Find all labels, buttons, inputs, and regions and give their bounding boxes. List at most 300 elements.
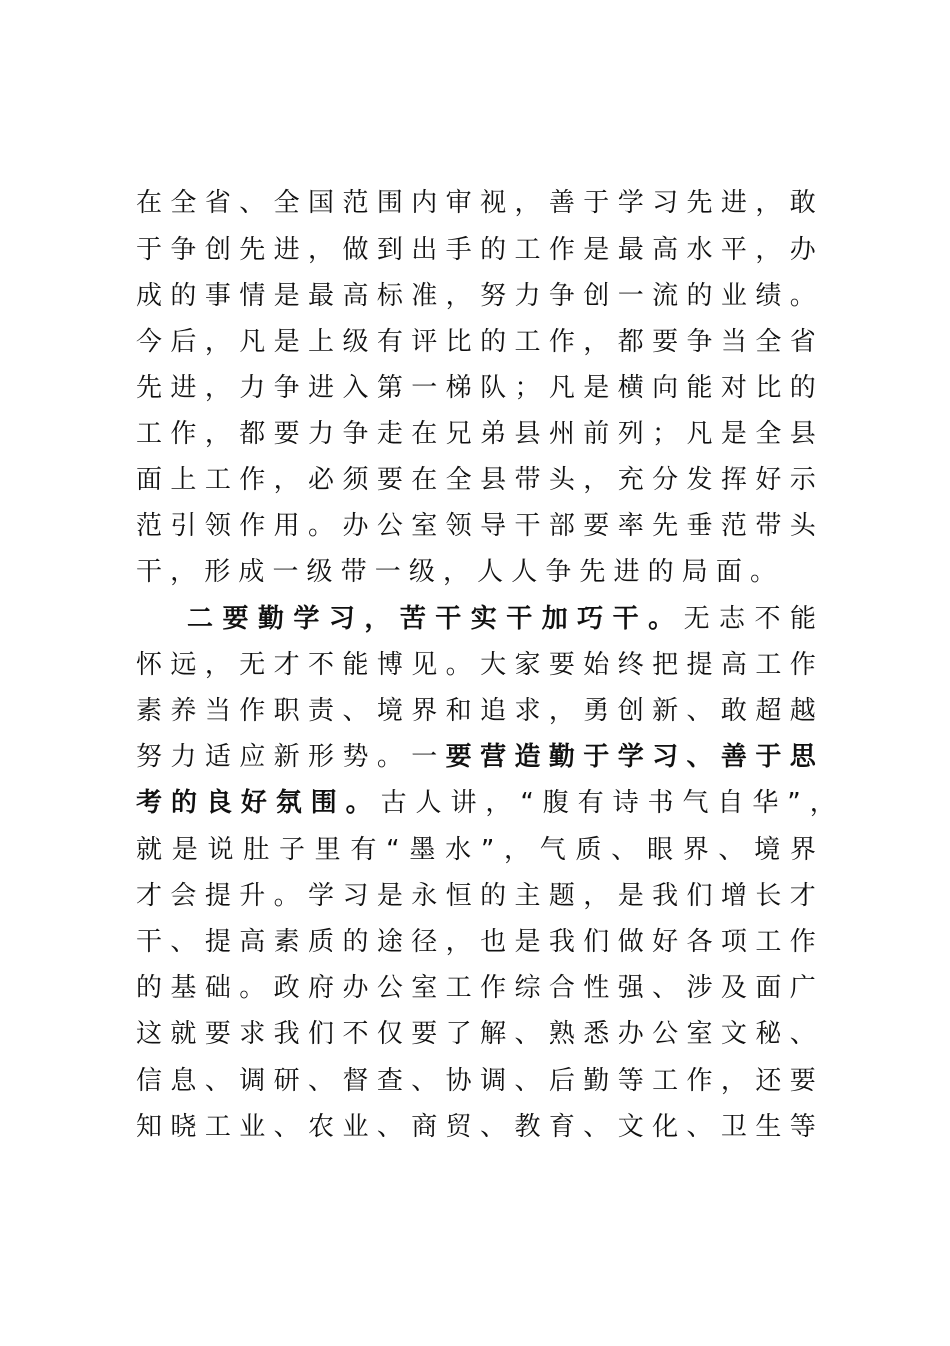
glyph: 全 xyxy=(445,465,472,495)
glyph: 全 xyxy=(273,188,300,218)
glyph: 自 xyxy=(717,788,744,818)
glyph: 良 xyxy=(205,788,232,818)
glyph: 作 xyxy=(480,973,507,1003)
glyph: 人 xyxy=(511,557,538,587)
glyph: 是 xyxy=(273,281,300,311)
glyph: 范 xyxy=(720,511,747,541)
glyph: 的 xyxy=(170,788,197,818)
glyph: 办 xyxy=(342,973,369,1003)
glyph: 室 xyxy=(686,1019,713,1049)
glyph: 协 xyxy=(445,1066,472,1096)
glyph: 水 xyxy=(445,835,472,865)
glyph: 州 xyxy=(548,419,575,449)
glyph: 、 xyxy=(342,696,369,726)
glyph: 质 xyxy=(575,835,602,865)
glyph: 才 xyxy=(136,881,163,911)
glyph: 业 xyxy=(720,281,747,311)
glyph: 先 xyxy=(239,235,266,265)
glyph: 造 xyxy=(514,742,541,772)
glyph: 素 xyxy=(136,696,163,726)
glyph: 的 xyxy=(647,557,674,587)
glyph: 队 xyxy=(480,373,507,403)
glyph: 于 xyxy=(136,235,163,265)
glyph: ， xyxy=(204,650,231,680)
glyph: 、 xyxy=(583,1112,610,1142)
glyph: 考 xyxy=(136,788,163,818)
glyph: 进 xyxy=(170,373,197,403)
glyph: ， xyxy=(548,696,575,726)
glyph: 作 xyxy=(239,511,266,541)
glyph: 做 xyxy=(617,927,644,957)
glyph: 视 xyxy=(480,188,507,218)
glyph: 评 xyxy=(411,327,438,357)
glyph: 就 xyxy=(170,1019,197,1049)
glyph: 我 xyxy=(652,881,679,911)
glyph: 巧 xyxy=(577,604,604,634)
glyph: 作 xyxy=(548,327,575,357)
glyph: 上 xyxy=(170,465,197,495)
glyph: ， xyxy=(504,835,531,865)
glyph: 工 xyxy=(755,927,782,957)
glyph: 超 xyxy=(755,696,782,726)
glyph: 面 xyxy=(755,973,782,1003)
glyph: 争 xyxy=(170,235,197,265)
glyph: 提 xyxy=(204,881,231,911)
body-line-21 xyxy=(136,1104,816,1150)
glyph: 、 xyxy=(514,1019,541,1049)
glyph: ， xyxy=(204,419,231,449)
glyph: 一 xyxy=(411,373,438,403)
glyph: 争 xyxy=(548,281,575,311)
glyph: 、 xyxy=(480,1112,507,1142)
glyph: 面 xyxy=(715,557,742,587)
glyph: 部 xyxy=(548,511,575,541)
glyph: 作 xyxy=(789,650,816,680)
glyph: 气 xyxy=(682,788,709,818)
glyph: ， xyxy=(273,465,300,495)
glyph: 、 xyxy=(170,927,197,957)
glyph: 就 xyxy=(136,835,163,865)
glyph: 学 xyxy=(617,188,644,218)
glyph: 要 xyxy=(376,465,403,495)
glyph: 合 xyxy=(548,973,575,1003)
glyph: 工 xyxy=(514,327,541,357)
glyph: 境 xyxy=(754,835,781,865)
glyph: 、 xyxy=(239,188,266,218)
glyph: 创 xyxy=(583,281,610,311)
glyph: 、 xyxy=(789,1019,816,1049)
glyph: 才 xyxy=(789,881,816,911)
glyph: 气 xyxy=(539,835,566,865)
glyph: 家 xyxy=(514,650,541,680)
glyph: 秘 xyxy=(755,1019,782,1049)
glyph: 界 xyxy=(682,835,709,865)
glyph: 先 xyxy=(652,511,679,541)
glyph: 养 xyxy=(170,696,197,726)
glyph: 卫 xyxy=(720,1112,747,1142)
glyph: 成 xyxy=(238,557,265,587)
glyph: 、 xyxy=(686,1112,713,1142)
glyph: 干 xyxy=(136,927,163,957)
glyph: 手 xyxy=(445,235,472,265)
glyph: 。 xyxy=(445,650,472,680)
glyph: 头 xyxy=(789,511,816,541)
glyph: ， xyxy=(755,188,782,218)
glyph: ” xyxy=(787,788,801,818)
glyph: 进 xyxy=(273,235,300,265)
glyph: 商 xyxy=(411,1112,438,1142)
glyph: 求 xyxy=(514,696,541,726)
glyph: 和 xyxy=(445,696,472,726)
glyph: 我 xyxy=(273,1019,300,1049)
glyph: 。 xyxy=(308,511,335,541)
glyph: 局 xyxy=(681,557,708,587)
glyph: 永 xyxy=(411,881,438,911)
glyph: 要 xyxy=(583,511,610,541)
glyph: 增 xyxy=(720,881,747,911)
glyph: 力 xyxy=(514,281,541,311)
glyph: 二 xyxy=(187,604,214,634)
glyph: ， xyxy=(170,557,197,587)
glyph: 涉 xyxy=(686,973,713,1003)
glyph: 凡 xyxy=(239,327,266,357)
glyph: ， xyxy=(720,1066,747,1096)
glyph: 前 xyxy=(583,419,610,449)
glyph: 长 xyxy=(755,881,782,911)
glyph: 强 xyxy=(617,973,644,1003)
glyph: 一 xyxy=(411,742,438,772)
glyph: 古 xyxy=(380,788,407,818)
body-line-19 xyxy=(136,1011,816,1057)
glyph: 干 xyxy=(612,604,639,634)
glyph: 省 xyxy=(204,188,231,218)
glyph: 素 xyxy=(273,927,300,957)
glyph: 头 xyxy=(548,465,575,495)
glyph: 争 xyxy=(545,557,572,587)
glyph: 们 xyxy=(583,927,610,957)
glyph: 领 xyxy=(204,511,231,541)
glyph: 途 xyxy=(376,927,403,957)
glyph: 公 xyxy=(652,1019,679,1049)
glyph: 要 xyxy=(652,327,679,357)
glyph: 终 xyxy=(617,650,644,680)
glyph: 贸 xyxy=(445,1112,472,1142)
glyph: 于 xyxy=(755,742,782,772)
body-line-15 xyxy=(136,827,816,873)
glyph: 基 xyxy=(170,973,197,1003)
glyph: 先 xyxy=(136,373,163,403)
glyph: 知 xyxy=(136,1112,163,1142)
glyph: 好 xyxy=(240,788,267,818)
glyph: 腹 xyxy=(542,788,569,818)
body-line-18 xyxy=(136,965,816,1011)
glyph: 入 xyxy=(342,373,369,403)
glyph: 干 xyxy=(136,557,163,587)
glyph: 。 xyxy=(239,973,266,1003)
glyph: 项 xyxy=(720,927,747,957)
glyph: 凡 xyxy=(686,419,713,449)
glyph: 作 xyxy=(686,1066,713,1096)
glyph: 仅 xyxy=(376,1019,403,1049)
glyph: 审 xyxy=(445,188,472,218)
glyph: ， xyxy=(583,881,610,911)
glyph: 善 xyxy=(548,188,575,218)
glyph: 上 xyxy=(308,327,335,357)
glyph: 必 xyxy=(308,465,335,495)
glyph: 的 xyxy=(480,327,507,357)
glyph: 有 xyxy=(577,788,604,818)
glyph: 工 xyxy=(204,1112,231,1142)
glyph: 高 xyxy=(652,235,679,265)
glyph: 争 xyxy=(342,419,369,449)
glyph: 争 xyxy=(273,373,300,403)
glyph: 。 xyxy=(749,557,776,587)
glyph: ， xyxy=(809,788,836,818)
glyph: 范 xyxy=(136,511,163,541)
glyph: 好 xyxy=(755,465,782,495)
glyph: 熟 xyxy=(548,1019,575,1049)
glyph: 讲 xyxy=(450,788,477,818)
glyph: 各 xyxy=(686,927,713,957)
glyph: 要 xyxy=(204,1019,231,1049)
glyph: ， xyxy=(485,788,512,818)
glyph: 是 xyxy=(376,881,403,911)
glyph: 分 xyxy=(652,465,679,495)
glyph: 新 xyxy=(273,742,300,772)
glyph: 思 xyxy=(789,742,816,772)
glyph: 后 xyxy=(548,1066,575,1096)
body-line-6 xyxy=(136,411,816,457)
glyph: 级 xyxy=(408,557,435,587)
glyph: 县 xyxy=(480,465,507,495)
glyph: 农 xyxy=(308,1112,335,1142)
glyph: 要 xyxy=(789,1066,816,1096)
glyph: 子 xyxy=(278,835,305,865)
glyph: 全 xyxy=(170,188,197,218)
glyph: 准 xyxy=(411,281,438,311)
glyph: 室 xyxy=(411,973,438,1003)
glyph: 率 xyxy=(617,511,644,541)
glyph: 工 xyxy=(755,650,782,680)
glyph: 及 xyxy=(720,973,747,1003)
body-line-9 xyxy=(136,549,776,595)
glyph: 工 xyxy=(136,419,163,449)
glyph: 办 xyxy=(342,511,369,541)
glyph: 要 xyxy=(548,650,575,680)
glyph: 们 xyxy=(686,881,713,911)
glyph: 做 xyxy=(342,235,369,265)
glyph: 是 xyxy=(273,327,300,357)
glyph: 都 xyxy=(239,419,266,449)
glyph: 对 xyxy=(720,373,747,403)
glyph: 大 xyxy=(480,650,507,680)
glyph: 等 xyxy=(617,1066,644,1096)
glyph: 后 xyxy=(170,327,197,357)
glyph: 级 xyxy=(306,557,333,587)
glyph: 解 xyxy=(480,1019,507,1049)
glyph: 博 xyxy=(376,650,403,680)
glyph: 远 xyxy=(170,650,197,680)
glyph: 形 xyxy=(204,557,231,587)
glyph: 今 xyxy=(136,327,163,357)
glyph: 无 xyxy=(239,650,266,680)
glyph: 息 xyxy=(170,1066,197,1096)
glyph: 比 xyxy=(445,327,472,357)
glyph: 工 xyxy=(514,235,541,265)
glyph: 等 xyxy=(789,1112,816,1142)
glyph: 力 xyxy=(170,742,197,772)
glyph: 加 xyxy=(541,604,568,634)
body-line-10 xyxy=(187,596,816,642)
glyph: 的 xyxy=(789,373,816,403)
glyph: 界 xyxy=(789,835,816,865)
glyph: 这 xyxy=(136,1019,163,1049)
glyph: 习 xyxy=(328,604,355,634)
glyph: 力 xyxy=(239,373,266,403)
glyph: 于 xyxy=(583,188,610,218)
glyph: 会 xyxy=(170,881,197,911)
glyph: 业 xyxy=(342,1112,369,1142)
glyph: 争 xyxy=(686,327,713,357)
glyph: 当 xyxy=(204,696,231,726)
glyph: 引 xyxy=(170,511,197,541)
glyph: 高 xyxy=(720,650,747,680)
glyph: 干 xyxy=(435,604,462,634)
glyph: 境 xyxy=(376,696,403,726)
glyph: 作 xyxy=(170,419,197,449)
body-line-16 xyxy=(136,873,816,919)
glyph: 的 xyxy=(686,281,713,311)
glyph: 广 xyxy=(789,973,816,1003)
glyph: 能 xyxy=(686,373,713,403)
glyph: 是 xyxy=(583,235,610,265)
glyph: 办 xyxy=(789,235,816,265)
glyph: 事 xyxy=(204,281,231,311)
glyph: 省 xyxy=(789,327,816,357)
glyph: 无 xyxy=(683,604,710,634)
glyph: 、 xyxy=(411,1066,438,1096)
body-line-4 xyxy=(136,319,816,365)
glyph: 都 xyxy=(617,327,644,357)
glyph: 肚 xyxy=(243,835,270,865)
glyph: ， xyxy=(445,281,472,311)
glyph: ； xyxy=(652,419,679,449)
glyph: 晓 xyxy=(170,1112,197,1142)
glyph: 书 xyxy=(647,788,674,818)
glyph: 。 xyxy=(273,881,300,911)
glyph: 径 xyxy=(411,927,438,957)
glyph: 横 xyxy=(617,373,644,403)
glyph: 导 xyxy=(480,511,507,541)
glyph: 学 xyxy=(293,604,320,634)
glyph: 敢 xyxy=(789,188,816,218)
glyph: 国 xyxy=(308,188,335,218)
glyph: 文 xyxy=(720,1019,747,1049)
glyph: 善 xyxy=(720,742,747,772)
glyph: 在 xyxy=(411,419,438,449)
glyph: 势 xyxy=(342,742,369,772)
glyph: 。 xyxy=(648,604,675,634)
glyph: 、 xyxy=(686,696,713,726)
glyph: 职 xyxy=(273,696,300,726)
glyph: 好 xyxy=(652,927,679,957)
glyph: 到 xyxy=(376,235,403,265)
glyph: 眼 xyxy=(646,835,673,865)
glyph: 工 xyxy=(204,465,231,495)
glyph: 高 xyxy=(342,281,369,311)
body-line-3 xyxy=(136,273,816,319)
glyph: ， xyxy=(755,235,782,265)
glyph: 、 xyxy=(204,1066,231,1096)
glyph: 用 xyxy=(273,511,300,541)
glyph: 领 xyxy=(445,511,472,541)
glyph: 级 xyxy=(342,327,369,357)
body-line-8 xyxy=(136,503,816,549)
glyph: 工 xyxy=(445,973,472,1003)
glyph: 新 xyxy=(652,696,679,726)
body-line-13 xyxy=(136,734,816,780)
glyph: 营 xyxy=(480,742,507,772)
glyph: 内 xyxy=(411,188,438,218)
glyph: 最 xyxy=(617,235,644,265)
glyph: 有 xyxy=(350,835,377,865)
glyph: 成 xyxy=(136,281,163,311)
glyph: 应 xyxy=(239,742,266,772)
glyph: 始 xyxy=(583,650,610,680)
body-line-2 xyxy=(136,227,816,273)
glyph: 在 xyxy=(411,465,438,495)
glyph: 凡 xyxy=(548,373,575,403)
glyph: 主 xyxy=(514,881,541,911)
body-line-20 xyxy=(136,1058,816,1104)
glyph: 干 xyxy=(514,511,541,541)
glyph: 、 xyxy=(611,835,638,865)
glyph: 题 xyxy=(548,881,575,911)
body-line-14 xyxy=(136,780,836,826)
glyph: 围 xyxy=(310,788,337,818)
glyph: 有 xyxy=(376,327,403,357)
glyph: 提 xyxy=(686,650,713,680)
glyph: 出 xyxy=(411,235,438,265)
glyph: 县 xyxy=(514,419,541,449)
glyph: 业 xyxy=(239,1112,266,1142)
glyph: ” xyxy=(480,835,495,865)
glyph: 勤 xyxy=(548,742,575,772)
glyph: 能 xyxy=(342,650,369,680)
glyph: 的 xyxy=(170,281,197,311)
glyph: 学 xyxy=(308,881,335,911)
glyph: 。 xyxy=(789,281,816,311)
glyph: 我 xyxy=(548,927,575,957)
glyph: 范 xyxy=(342,188,369,218)
glyph: 全 xyxy=(755,327,782,357)
glyph: 形 xyxy=(308,742,335,772)
glyph: 。 xyxy=(345,788,372,818)
glyph: 标 xyxy=(376,281,403,311)
glyph: 水 xyxy=(686,235,713,265)
glyph: 了 xyxy=(445,1019,472,1049)
glyph: 勤 xyxy=(257,604,284,634)
glyph: 见 xyxy=(411,650,438,680)
glyph: 华 xyxy=(752,788,779,818)
glyph: 比 xyxy=(755,373,782,403)
glyph: 不 xyxy=(342,1019,369,1049)
glyph: 弟 xyxy=(480,419,507,449)
glyph: 带 xyxy=(340,557,367,587)
glyph: 人 xyxy=(477,557,504,587)
glyph: 围 xyxy=(376,188,403,218)
glyph: 全 xyxy=(755,419,782,449)
